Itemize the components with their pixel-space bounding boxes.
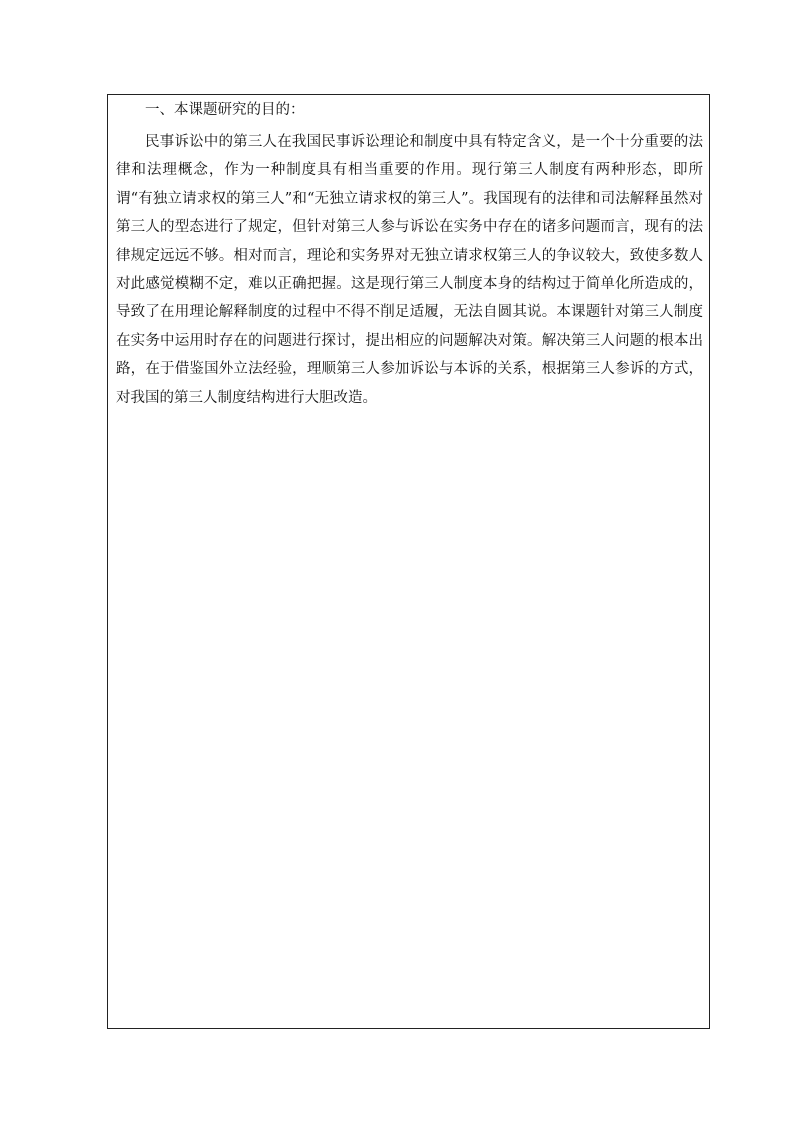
section-content (116, 101, 703, 412)
section-heading: 一、本课题研究的目的： (145, 102, 305, 118)
form-table-cell (107, 94, 710, 1029)
section-body-paragraph: 民事诉讼中的第三人在我国民事诉讼理论和制度中具有特定含义，是一个十分重要的法律和法理概念，作为一种制度具有相当重要的作用。现行第三人制度有两种形态，即所谓“有独立请求权的第三人”和“无独立请求权的第三人”。我国现有的法律和司法解释虽然对第三人的型态进行了规定，但针对第三人参与诉讼在实务中存在的诸多问题而言，现有的法律规定远远不够。相对而言，理论和实务界对无独立请求权第三人的争议较大，致使多数人对此感觉模糊不定，难以正确把握。这是现行第三人制度本身的结构过于简单化所造成的，导致了在用理论解释制度的过程中不得不削足适履，无法自圆其说。本课题针对第三人制度在实务中运用时存在的问题进行探讨，提出相应的问题解决对策。解决第三人问题的根本出路，在于借鉴国外立法经验，理顺第三人参加诉讼与本诉的关系，根据第三人参诉的方式，对我国的第三人制度结构进行大胆改造。 (116, 134, 703, 406)
